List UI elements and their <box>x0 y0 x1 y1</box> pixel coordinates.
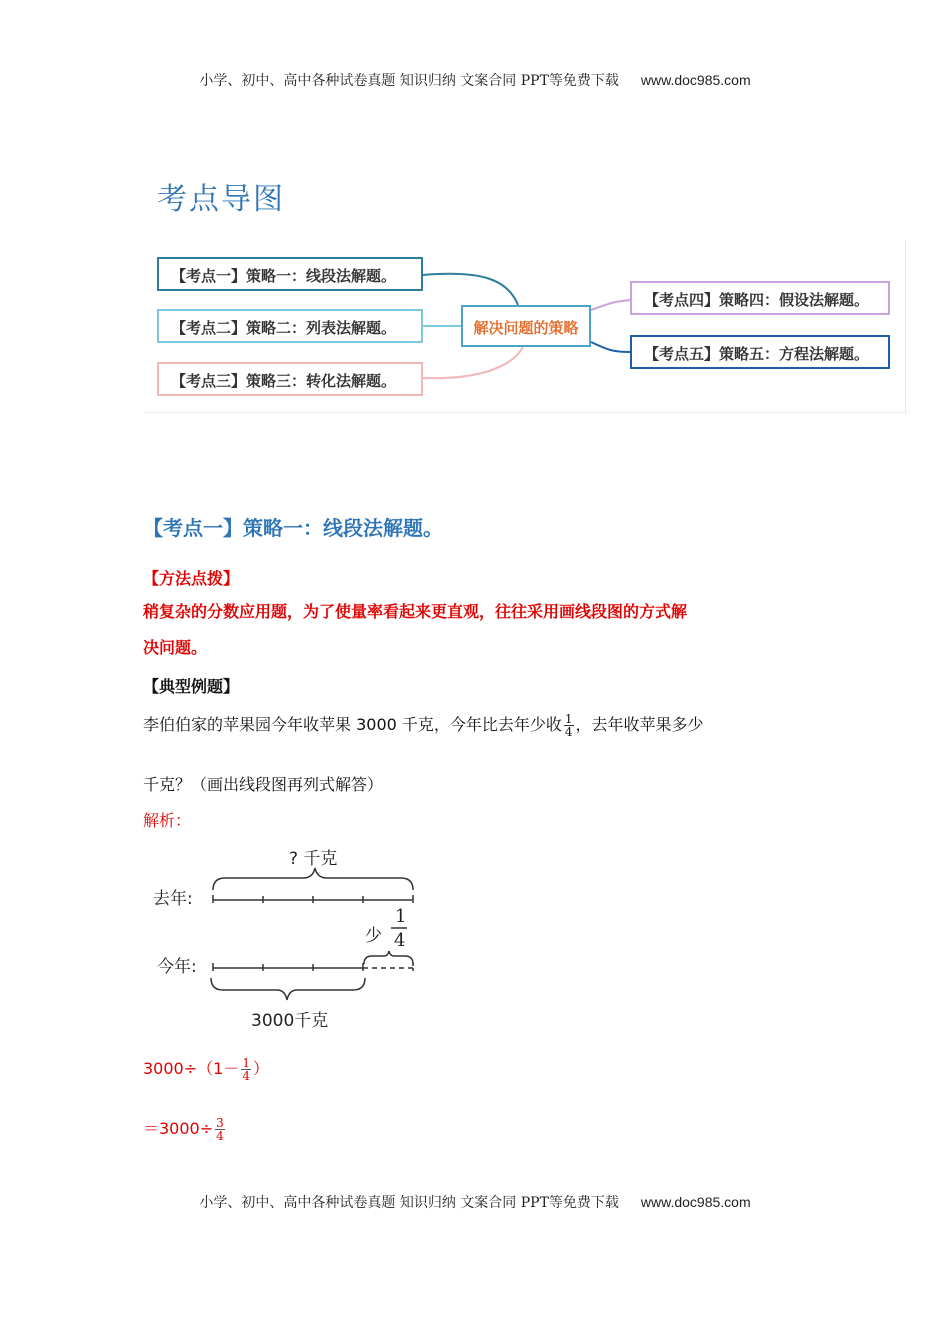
problem-fraction-num: 1 <box>564 712 573 726</box>
method-label: 【方法点拨】 <box>143 569 240 588</box>
problem-line-2: 千克？（画出线段图再列式解答） <box>143 775 384 794</box>
node-topic-5[interactable] <box>630 335 890 369</box>
calc2-fraction-den: 4 <box>216 1129 224 1143</box>
calc1-fraction-num: 1 <box>242 1056 250 1070</box>
connector-3 <box>423 347 523 378</box>
page-header <box>0 70 950 90</box>
connector-1 <box>423 274 518 305</box>
diagram-this-year-label: 今年: <box>157 957 197 977</box>
calc2-fraction <box>215 1117 225 1142</box>
header-text: 小学、初中、高中各种试卷真题 知识归纳 文案合同 PPT等免费下载 <box>199 73 619 89</box>
method-line-1: 稍复杂的分数应用题，为了使量率看起来更直观，往往采用画线段图的方式解 <box>143 602 688 621</box>
bottom-brace <box>211 978 365 1000</box>
problem-text-1: 李伯伯家的苹果园今年收苹果 3000 千克，今年比去年少收 <box>143 715 562 734</box>
center-node[interactable] <box>461 305 591 347</box>
node-topic-4[interactable] <box>630 281 890 315</box>
node-topic-2[interactable] <box>157 309 423 343</box>
diagram-known-label: 3000千克 <box>251 1011 329 1031</box>
page-footer <box>0 1192 950 1212</box>
node-topic-4-label: 【考点四】策略四：假设法解题。 <box>644 291 870 309</box>
analysis-label: 解析： <box>143 811 192 830</box>
calc-line-2 <box>143 1116 227 1142</box>
connector-5 <box>591 342 630 352</box>
diagram-unknown-label: ? 千克 <box>289 849 338 869</box>
problem-fraction-den: 4 <box>564 725 573 739</box>
less-brace <box>364 951 413 964</box>
calc1-post: ） <box>252 1059 269 1078</box>
footer-text: 小学、初中、高中各种试卷真题 知识归纳 文案合同 PPT等免费下载 <box>199 1195 619 1211</box>
node-topic-1[interactable] <box>157 257 423 291</box>
calc2-pre: ＝3000÷ <box>143 1119 214 1138</box>
calc1-pre: 3000÷（1－ <box>143 1059 240 1078</box>
mind-map <box>143 240 906 413</box>
diagram-fraction-num: 1 <box>395 906 407 927</box>
connector-4 <box>591 300 630 310</box>
calc1-fraction-den: 4 <box>242 1069 250 1083</box>
calc-line-1 <box>143 1056 269 1082</box>
diagram-fraction-den: 4 <box>394 930 406 951</box>
method-line-2: 决问题。 <box>143 638 208 657</box>
center-node-label: 解决问题的策略 <box>473 319 579 337</box>
problem-fraction <box>564 713 574 738</box>
calc1-fraction <box>241 1057 251 1082</box>
node-topic-3[interactable] <box>157 362 423 396</box>
diagram-less-label: 少 <box>365 926 382 946</box>
top-brace <box>213 868 413 890</box>
map-title: 考点导图 <box>157 182 285 217</box>
section-title: 【考点一】策略一：线段法解题。 <box>143 516 443 540</box>
node-topic-3-label: 【考点三】策略三：转化法解题。 <box>171 372 397 390</box>
problem-text-2: ，去年收苹果多少 <box>575 715 704 734</box>
node-topic-5-label: 【考点五】策略五：方程法解题。 <box>644 345 870 363</box>
example-label: 【典型例题】 <box>143 677 240 696</box>
line-segment-diagram <box>143 838 443 1038</box>
node-topic-1-label: 【考点一】策略一：线段法解题。 <box>171 267 397 285</box>
problem-line-1 <box>143 712 704 738</box>
diagram-last-year-label: 去年: <box>153 889 193 909</box>
header-url[interactable]: www.doc985.com <box>640 72 751 88</box>
calc2-fraction-num: 3 <box>216 1116 224 1130</box>
node-topic-2-label: 【考点二】策略二：列表法解题。 <box>171 319 397 337</box>
footer-url[interactable]: www.doc985.com <box>640 1194 751 1210</box>
